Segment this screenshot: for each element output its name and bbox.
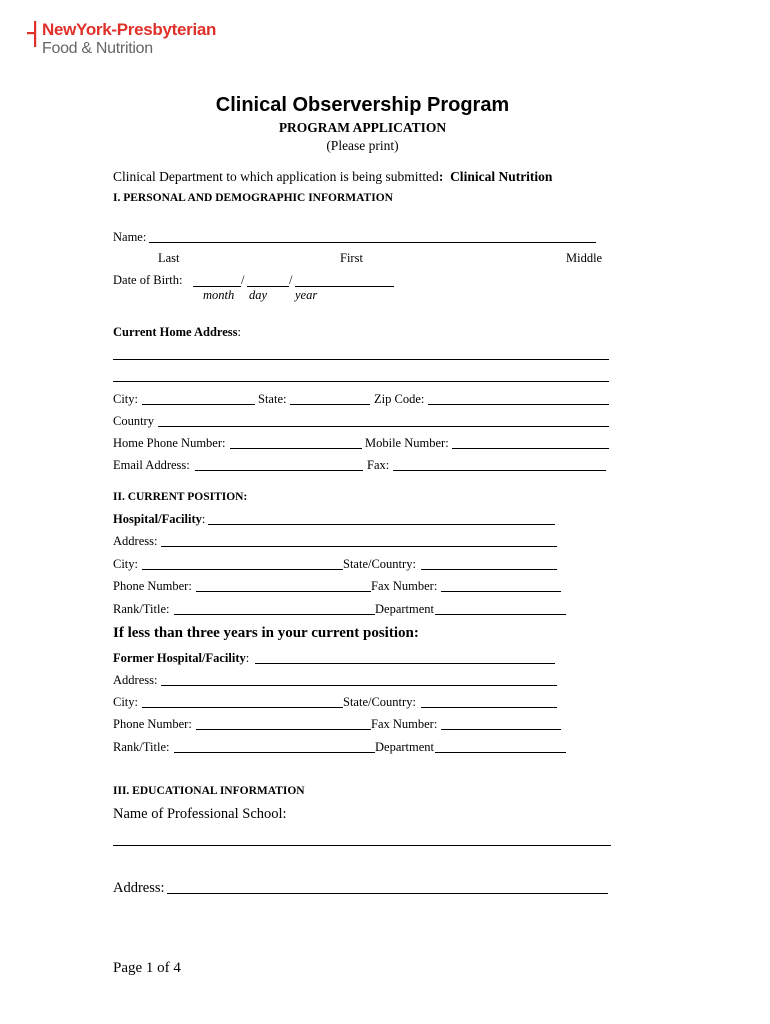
facility-rank-label: Rank/Title: <box>113 602 170 616</box>
home-city-label: City: <box>113 392 139 406</box>
former-fax-label: Fax Number: <box>371 717 438 731</box>
print-note: (Please print) <box>326 138 399 153</box>
section2-heading: II. CURRENT POSITION: <box>113 491 248 503</box>
department-colon: : <box>438 169 444 184</box>
facility-department-field[interactable] <box>435 614 566 615</box>
facility-phone-label: Phone Number: <box>113 579 192 593</box>
former-department-label: Department <box>375 740 435 754</box>
dob-month-field[interactable] <box>193 286 241 287</box>
department-value: Clinical Nutrition <box>450 169 553 184</box>
facility-heading <box>113 512 205 527</box>
former-facility-field[interactable] <box>255 663 555 664</box>
former-address-label: Address: <box>113 673 158 687</box>
school-field[interactable] <box>113 845 611 846</box>
page-number: Page 1 of 4 <box>113 960 181 976</box>
former-facility-heading <box>113 651 249 666</box>
facility-department-label: Department <box>375 602 435 616</box>
home-state-label: State: <box>258 392 287 406</box>
facility-city-field[interactable] <box>142 569 343 570</box>
logo-cross-icon <box>27 21 41 47</box>
home-zip-field[interactable] <box>428 404 609 405</box>
home-address-colon: : <box>237 325 242 339</box>
home-address-line-2[interactable] <box>113 381 609 382</box>
mobile-field[interactable] <box>452 448 609 449</box>
former-city-label: City: <box>113 695 139 709</box>
facility-rank-field[interactable] <box>174 614 375 615</box>
country-field[interactable] <box>158 426 609 427</box>
former-phone-field[interactable] <box>196 729 371 730</box>
facility-fax-field[interactable] <box>441 591 561 592</box>
facility-city-label: City: <box>113 557 139 571</box>
section3-heading: III. EDUCATIONAL INFORMATION <box>113 785 305 797</box>
facility-fax-label: Fax Number: <box>371 579 438 593</box>
section1-heading: I. PERSONAL AND DEMOGRAPHIC INFORMATION <box>113 192 393 204</box>
former-rank-field[interactable] <box>174 752 375 753</box>
facility-label: Hospital/Facility <box>113 512 202 526</box>
department-label: Clinical Department to which application is being submitted <box>113 169 439 184</box>
dob-year-caption: year <box>295 288 318 302</box>
logo-subtitle: Food & Nutrition <box>42 40 153 57</box>
dob-label: Date of Birth: <box>113 273 183 287</box>
home-address-line-1[interactable] <box>113 359 609 360</box>
email-field[interactable] <box>195 470 363 471</box>
name-label: Name: <box>113 230 147 244</box>
former-state-label: State/Country: <box>343 695 416 709</box>
mobile-label: Mobile Number: <box>365 436 449 450</box>
former-city-field[interactable] <box>142 707 343 708</box>
facility-state-field[interactable] <box>421 569 557 570</box>
home-zip-label: Zip Code: <box>374 392 425 406</box>
former-address-field[interactable] <box>161 685 557 686</box>
home-state-field[interactable] <box>290 404 370 405</box>
school-address-label: Address: <box>113 880 165 896</box>
facility-colon: : <box>201 512 206 526</box>
former-rank-label: Rank/Title: <box>113 740 170 754</box>
fax-field[interactable] <box>393 470 606 471</box>
home-city-field[interactable] <box>142 404 255 405</box>
country-label: Country <box>113 414 154 428</box>
page-subtitle: PROGRAM APPLICATION <box>278 120 447 135</box>
name-first-caption: First <box>340 251 363 265</box>
email-label: Email Address: <box>113 458 190 472</box>
facility-address-field[interactable] <box>161 546 557 547</box>
home-address-label: Current Home Address <box>113 325 238 339</box>
name-middle-caption: Middle <box>566 251 603 265</box>
school-address-field[interactable] <box>167 893 608 894</box>
facility-field[interactable] <box>208 524 555 525</box>
dob-day-field[interactable] <box>247 286 289 287</box>
dob-separator: / <box>289 273 293 287</box>
name-field[interactable] <box>149 242 596 243</box>
former-department-field[interactable] <box>435 752 566 753</box>
facility-state-label: State/Country: <box>343 557 416 571</box>
dob-year-field[interactable] <box>295 286 394 287</box>
dob-separator: / <box>241 273 245 287</box>
school-label: Name of Professional School: <box>113 806 287 822</box>
page-title: Clinical Observership Program <box>215 94 510 116</box>
former-state-field[interactable] <box>421 707 557 708</box>
logo-name: NewYork-Presbyterian <box>42 20 217 39</box>
former-facility-label: Former Hospital/Facility <box>113 651 246 665</box>
former-facility-colon: : <box>245 651 250 665</box>
department-line <box>113 169 552 185</box>
dob-day-caption: day <box>249 288 268 302</box>
name-last-caption: Last <box>158 251 180 265</box>
facility-phone-field[interactable] <box>196 591 371 592</box>
home-phone-label: Home Phone Number: <box>113 436 226 450</box>
former-position-heading: If less than three years in your current position: <box>113 625 419 641</box>
former-fax-field[interactable] <box>441 729 561 730</box>
former-phone-label: Phone Number: <box>113 717 192 731</box>
home-address-heading <box>113 325 241 340</box>
home-phone-field[interactable] <box>230 448 362 449</box>
fax-label: Fax: <box>367 458 390 472</box>
dob-month-caption: month <box>203 288 235 302</box>
facility-address-label: Address: <box>113 534 158 548</box>
